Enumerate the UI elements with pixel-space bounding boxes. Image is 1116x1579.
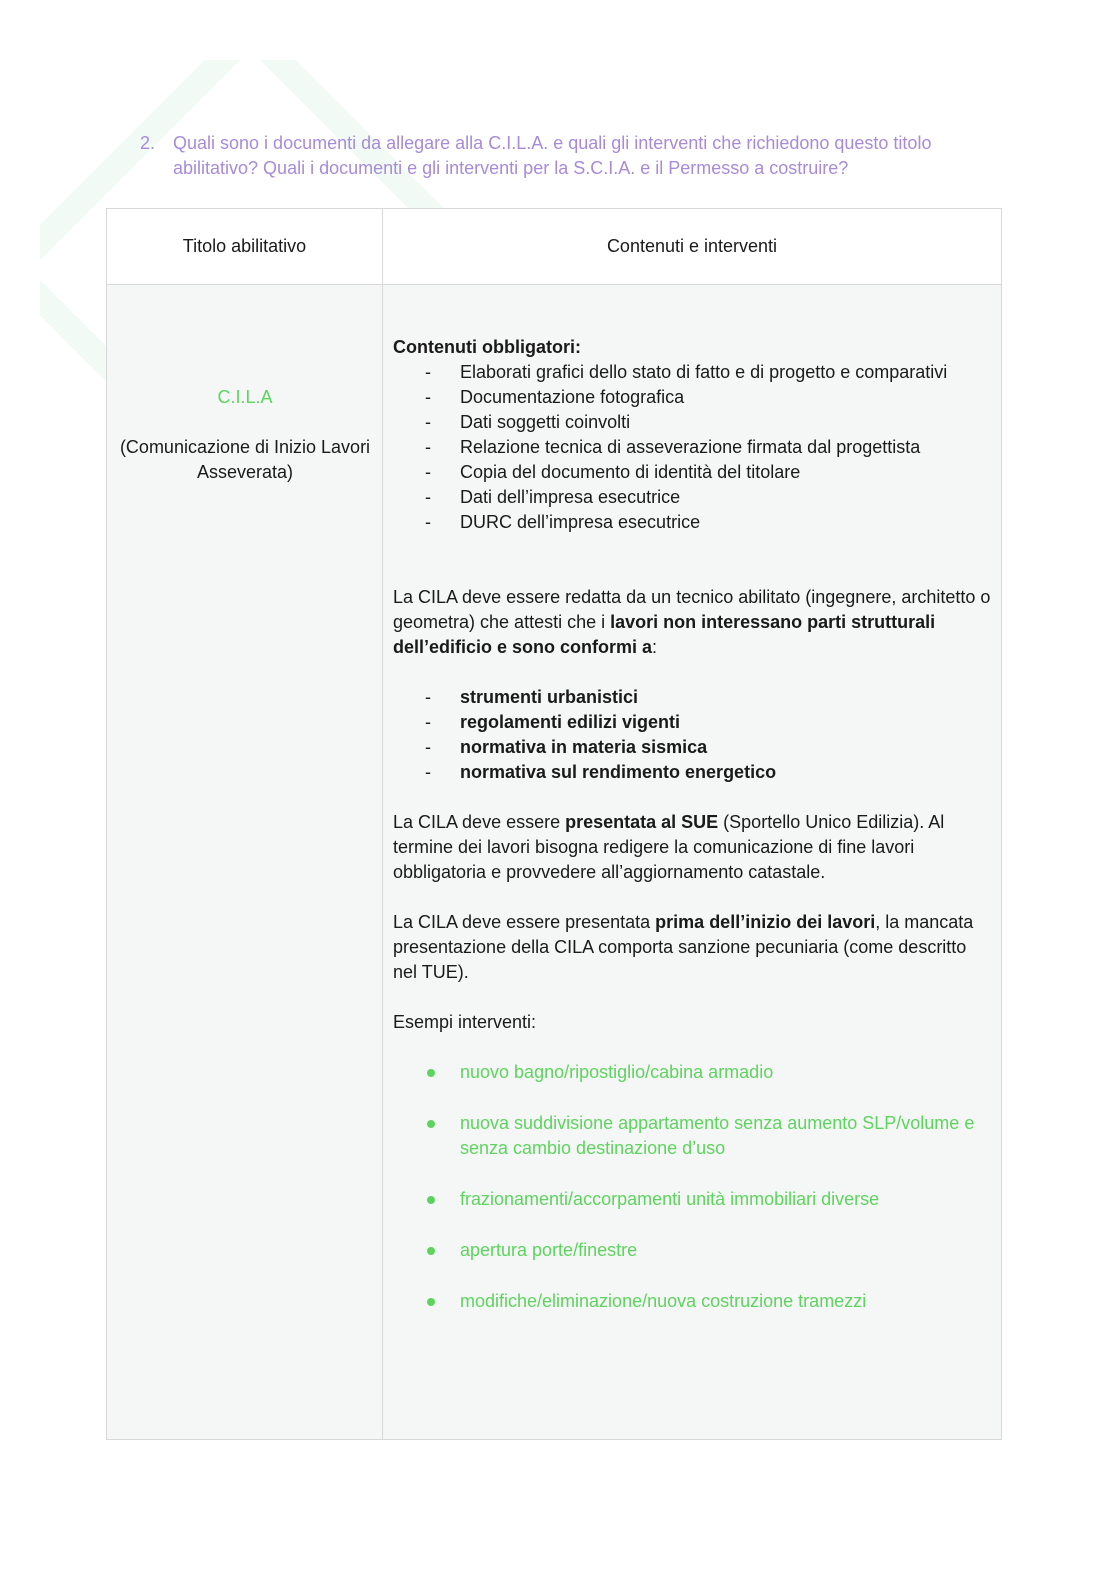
example-item: [393, 1187, 993, 1212]
question-text: Quali sono i documenti da allegare alla C.I.L.A. e quali gli interventi che richiedono questo titolo abilitativo? Quali i documenti e gli interventi per la S.C.I.A. e il Permesso a costruire?: [173, 133, 932, 178]
header-contenuti-interventi: Contenuti e interventi: [383, 209, 1001, 285]
header-titolo-abilitativo: Titolo abilitativo: [107, 209, 383, 285]
cila-name: C.I.L.A: [217, 387, 273, 407]
para1-text: La CILA deve essere redatta da un tecnico abilitato (ingegnere, architetto o geometra) che attesti che i: [393, 587, 991, 632]
bullet-icon: [427, 1298, 435, 1306]
dash-marker: -: [425, 437, 431, 457]
mandatory-item-text: Copia del documento di identità del titolare: [460, 462, 801, 482]
mandatory-item: [393, 385, 993, 410]
conformity-list: [393, 685, 993, 785]
conformity-item-text: regolamenti edilizi vigenti: [460, 712, 681, 732]
mandatory-title: Contenuti obbligatori:: [393, 337, 581, 357]
mandatory-item-text: Documentazione fotografica: [460, 387, 685, 407]
examples-list: [393, 1060, 993, 1314]
example-item-text: apertura porte/finestre: [460, 1240, 638, 1260]
mandatory-item-text: Dati dell’impresa esecutrice: [460, 487, 681, 507]
example-item: [393, 1238, 993, 1263]
mandatory-item-text: Relazione tecnica di asseverazione firmata dal progettista: [460, 437, 921, 457]
bullet-icon: [427, 1120, 435, 1128]
dash-marker: -: [425, 412, 431, 432]
para2-text: La CILA deve essere: [393, 812, 566, 832]
mandatory-list: [393, 360, 993, 535]
dash-marker: -: [425, 362, 431, 382]
bullet-icon: [427, 1196, 435, 1204]
mandatory-item: [393, 460, 993, 485]
dash-marker: -: [425, 737, 431, 757]
para3-end: , la mancata presentazione della CILA comporta sanzione pecuniaria (come descritto nel TUE).: [393, 912, 974, 982]
dash-marker: -: [425, 687, 431, 707]
dash-marker: -: [425, 487, 431, 507]
paragraph-inizio-lavori: [393, 910, 993, 985]
mandatory-item-text: Dati soggetti coinvolti: [460, 412, 631, 432]
para1-bold: lavori non interessano parti strutturali dell’edificio e sono conformi a: [393, 612, 936, 657]
para1-end: :: [652, 637, 658, 657]
conformity-item: [393, 735, 993, 760]
paragraph-sue: [393, 810, 993, 885]
mandatory-item: [393, 485, 993, 510]
cell-contenuti: [383, 285, 1001, 1439]
mandatory-item: [393, 360, 993, 385]
dash-marker: -: [425, 512, 431, 532]
para3-bold: prima dell’inizio dei lavori: [655, 912, 876, 932]
mandatory-item: [393, 410, 993, 435]
dash-marker: -: [425, 387, 431, 407]
example-item: [393, 1060, 993, 1085]
para3-text: La CILA deve essere presentata: [393, 912, 656, 932]
example-item-text: nuovo bagno/ripostiglio/cabina armadio: [460, 1062, 774, 1082]
conformity-item: [393, 760, 993, 785]
mandatory-item: [393, 435, 993, 460]
mandatory-item-text: Elaborati grafici dello stato di fatto e di progetto e comparativi: [460, 362, 948, 382]
paragraph-tecnico: [393, 585, 993, 660]
example-item-text: modifiche/eliminazione/nuova costruzione tramezzi: [460, 1291, 867, 1311]
conformity-item: [393, 710, 993, 735]
dash-marker: -: [425, 712, 431, 732]
bullet-icon: [427, 1247, 435, 1255]
para2-end: (Sportello Unico Edilizia). Al termine dei lavori bisogna redigere la comunicazione di fine lavori obbligatoria e provvedere all’aggiornamento catastale.: [393, 812, 945, 882]
conformity-item: [393, 685, 993, 710]
dash-marker: -: [425, 462, 431, 482]
conformity-item-text: strumenti urbanistici: [460, 687, 639, 707]
permits-table: [106, 208, 1002, 1440]
para2-bold: presentata al SUE: [565, 812, 719, 832]
cila-full-name: (Comunicazione di Inizio Lavori Asseverata): [119, 437, 371, 482]
question: [140, 131, 980, 181]
example-item: [393, 1111, 993, 1161]
mandatory-item: [393, 510, 993, 535]
conformity-item-text: normativa in materia sismica: [460, 737, 708, 757]
dash-marker: -: [425, 762, 431, 782]
example-item: [393, 1289, 993, 1314]
examples-title: Esempi interventi:: [393, 1012, 537, 1032]
conformity-item-text: normativa sul rendimento energetico: [460, 762, 777, 782]
example-item-text: nuova suddivisione appartamento senza aumento SLP/volume e senza cambio destinazione d’uso: [460, 1113, 975, 1158]
cell-titolo: [107, 285, 383, 1439]
example-item-text: frazionamenti/accorpamenti unità immobiliari diverse: [460, 1189, 880, 1209]
mandatory-item-text: DURC dell’impresa esecutrice: [460, 512, 701, 532]
question-number: 2.: [140, 133, 156, 153]
bullet-icon: [427, 1069, 435, 1077]
